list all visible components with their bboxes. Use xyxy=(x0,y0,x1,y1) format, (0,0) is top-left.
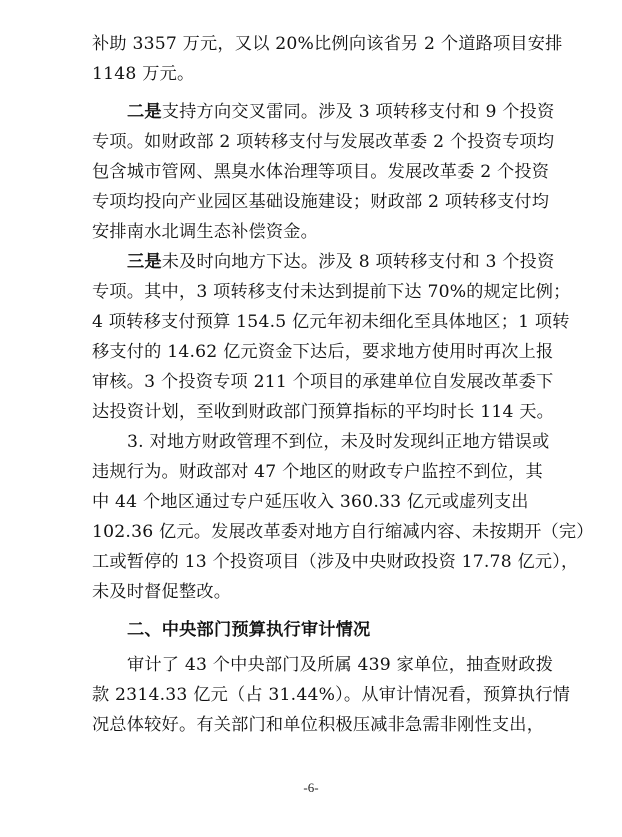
text-line: 专项。其中，3 项转移支付未达到提前下达 70%的规定比例； xyxy=(92,282,571,302)
text-line: 审计了 43 个中央部门及所属 439 家单位，抽查财政拨 xyxy=(127,655,554,675)
text-line: 1148 万元。 xyxy=(92,64,195,84)
text-line: 审核。3 个投资专项 211 个项目的承建单位自发展改革委下 xyxy=(92,372,554,392)
page-number: -6- xyxy=(303,780,319,795)
text-line: 移支付的 14.62 亿元资金下达后，要求地方使用时再次上报 xyxy=(92,342,554,362)
text-line: 102.36 亿元。发展改革委对地方自行缩减内容、未按期开（完） xyxy=(92,522,594,542)
text-line xyxy=(127,247,555,277)
text-line: 况总体较好。有关部门和单位积极压减非急需非刚性支出， xyxy=(92,715,545,735)
item-lead: 二是 xyxy=(127,102,162,122)
text-line: 3. 对地方财政管理不到位，未及时发现纠正地方错误或 xyxy=(127,432,550,452)
text-line: 中 44 个地区通过专户延压收入 360.33 亿元或虚列支出 xyxy=(92,492,529,512)
text-line: 违规行为。财政部对 47 个地区的财政专户监控不到位，其 xyxy=(92,462,543,482)
text-span: 未及时向地方下达。涉及 8 项转移支付和 3 个投资 xyxy=(161,252,555,272)
text-line: 包含城市管网、黑臭水体治理等项目。发展改革委 2 个投资 xyxy=(92,162,550,182)
text-line: 工或暂停的 13 个投资项目（涉及中央财政投资 17.78 亿元）， xyxy=(92,552,579,572)
text-span: 支持方向交叉雷同。涉及 3 项转移支付和 9 个投资 xyxy=(161,102,555,122)
text-line: 未及时督促整改。 xyxy=(92,582,232,602)
text-line: 款 2314.33 亿元（占 31.44%）。从审计情况看，预算执行情 xyxy=(92,685,570,705)
text-line: 4 项转移支付预算 154.5 亿元年初未细化至具体地区；1 项转 xyxy=(92,312,570,332)
item-lead: 三是 xyxy=(127,252,162,272)
text-line: 专项。如财政部 2 项转移支付与发展改革委 2 个投资专项均 xyxy=(92,132,555,152)
text-line: 专项均投向产业园区基础设施建设；财政部 2 项转移支付均 xyxy=(92,192,550,212)
text-line: 安排南水北调生态补偿资金。 xyxy=(92,222,319,242)
text-line xyxy=(127,97,555,127)
text-line: 达投资计划，至收到财政部门预算指标的平均时长 114 天。 xyxy=(92,402,555,422)
section-heading: 二、中央部门预算执行审计情况 xyxy=(127,620,371,640)
text-line: 补助 3357 万元，又以 20%比例向该省另 2 个道路项目安排 xyxy=(92,34,563,54)
